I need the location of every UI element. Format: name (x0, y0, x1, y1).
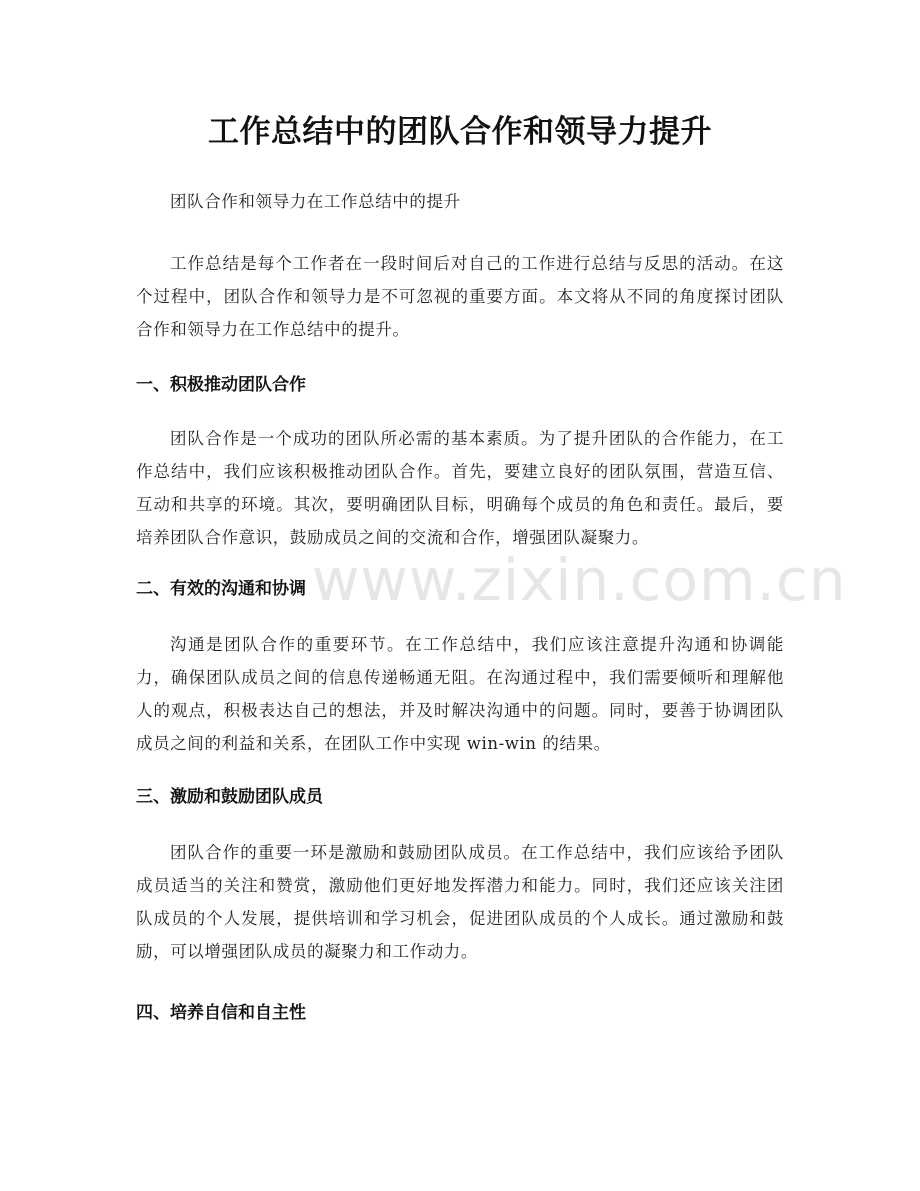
document-title: 工作总结中的团队合作和领导力提升 (208, 114, 712, 150)
section-heading-1: 一、积极推动团队合作 (136, 375, 306, 395)
section-body-3: 团队合作的重要一环是激励和鼓励团队成员。在工作总结中，我们应该给予团队成员适当的关注和赞赏，激励他们更好地发挥潜力和能力。同时，我们还应该关注团队成员的个人发展，提供培训和学习机会，促进团队成员的个人成长。通过激励和鼓励，可以增强团队成员的凝聚力和工作动力。 (136, 843, 784, 961)
section-heading-4: 四、培养自信和自主性 (136, 1003, 306, 1023)
intro-paragraph: 工作总结是每个工作者在一段时间后对自己的工作进行总结与反思的活动。在这个过程中，团队合作和领导力是不可忽视的重要方面。本文将从不同的角度探讨团队合作和领导力在工作总结中的提升。 (136, 254, 784, 339)
watermark: www.zixin.com.cn (312, 546, 847, 614)
document-subtitle: 团队合作和领导力在工作总结中的提升 (170, 192, 461, 211)
section-body-1: 团队合作是一个成功的团队所必需的基本素质。为了提升团队的合作能力，在工作总结中，我们应该积极推动团队合作。首先，要建立良好的团队氛围，营造互信、互动和共享的环境。其次，要明确团队目标，明确每个成员的角色和责任。最后，要培养团队合作意识，鼓励成员之间的交流和合作，增强团队凝聚力。 (136, 429, 784, 547)
section-heading-2: 二、有效的沟通和协调 (136, 579, 306, 599)
section-heading-3: 三、激励和鼓励团队成员 (136, 787, 323, 807)
section-body-2: 沟通是团队合作的重要环节。在工作总结中，我们应该注意提升沟通和协调能力，确保团队成员之间的信息传递畅通无阻。在沟通过程中，我们需要倾听和理解他人的观点，积极表达自己的想法，并及时解决沟通中的问题。同时，要善于协调团队成员之间的利益和关系，在团队工作中实现 win-win 的结果。 (136, 635, 784, 753)
